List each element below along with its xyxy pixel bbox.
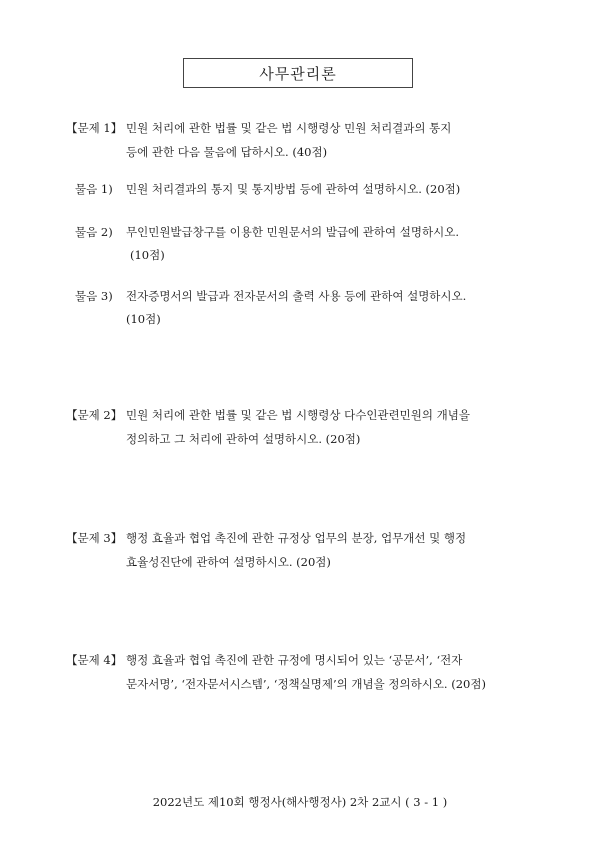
sub-question-text-line-1: 전자증명서의 발급과 전자문서의 출력 사용 등에 관하여 설명하시오. <box>126 289 467 303</box>
question-text-line-2: 정의하고 그 처리에 관하여 설명하시오. (20점) <box>126 432 361 446</box>
sub-question-label: 물음 3) <box>75 289 113 303</box>
sub-question-label: 물음 2) <box>75 225 113 239</box>
question-text-line-2: 문자서명’, ‘전자문서시스템’, ‘정책실명제’의 개념을 정의하시오. (20점) <box>126 677 486 691</box>
question-text-line-1: 민원 처리에 관한 법률 및 같은 법 시행령상 민원 처리결과의 통지 <box>126 121 452 135</box>
question-label: 【문제 2】 <box>66 408 123 422</box>
question-text-line-1: 행정 효율과 협업 촉진에 관한 규정상 업무의 분장, 업무개선 및 행정 <box>126 531 467 545</box>
footer-text: 2022년도 제10회 행정사(해사행정사) 2차 2교시 ( 3 - 1 ) <box>152 795 448 809</box>
question-text-line-1: 민원 처리에 관한 법률 및 같은 법 시행령상 다수인관련민원의 개념을 <box>126 408 470 422</box>
exam-subject-title <box>183 58 413 88</box>
sub-question-text-line-1: 무인민원발급창구를 이용한 민원문서의 발급에 관하여 설명하시오. <box>126 225 459 239</box>
question-label: 【문제 3】 <box>66 531 123 545</box>
sub-question-text-line-1: 민원 처리결과의 통지 및 통지방법 등에 관하여 설명하시오. (20점) <box>126 182 461 196</box>
sub-question-text-line-2: (10점) <box>130 248 165 262</box>
sub-question-label: 물음 1) <box>75 182 113 196</box>
sub-question-text-line-2: (10점) <box>126 312 161 326</box>
question-text-line-2: 등에 관한 다음 물음에 답하시오. (40점) <box>126 145 328 159</box>
question-text-line-2: 효율성진단에 관하여 설명하시오. (20점) <box>126 555 331 569</box>
question-text-line-1: 행정 효율과 협업 촉진에 관한 규정에 명시되어 있는 ‘공문서’, ‘전자 <box>126 653 463 667</box>
question-label: 【문제 1】 <box>66 121 123 135</box>
question-label: 【문제 4】 <box>66 653 123 667</box>
subject-title-text: 사무관리론 <box>259 64 337 83</box>
page-footer <box>0 794 600 810</box>
